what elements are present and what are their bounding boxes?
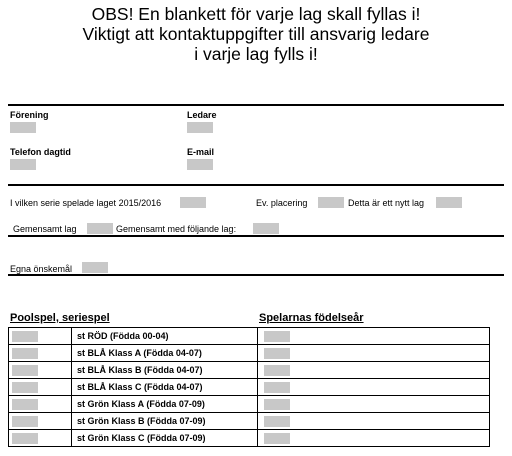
email-field[interactable] [187,159,213,170]
serie-field[interactable] [180,197,206,208]
birthyear-field[interactable] [264,433,290,444]
placering-field[interactable] [318,197,344,208]
count-field[interactable] [12,331,38,342]
fodelsear-heading: Spelarnas födelseår [259,312,364,324]
table-row [9,396,490,413]
serie-label: I vilken serie spelade laget 2015/2016 [10,198,162,208]
table-row [9,413,490,430]
birthyear-field[interactable] [264,399,290,410]
telefon-field[interactable] [10,159,36,170]
ledare-field[interactable] [187,122,213,133]
gemensamt-lag-field[interactable] [87,223,113,234]
count-field[interactable] [12,399,38,410]
birthyear-field[interactable] [264,365,290,376]
email-label: E-mail [187,147,215,157]
ledare-label: Ledare [187,110,217,120]
telefon-label: Telefon dagtid [10,147,71,157]
placering-label: Ev. placering [256,198,308,208]
class-label: st Grön Klass C (Födda 07-09) [72,430,258,447]
birthyear-field[interactable] [264,331,290,342]
gemensamt-lag-label: Gemensamt lag [13,224,77,234]
birthyear-field[interactable] [264,382,290,393]
heading-line-1: OBS! En blankett för varje lag skall fyllas i! [91,4,421,24]
poolspel-heading: Poolspel, seriespel [10,312,110,324]
divider-contact [8,184,504,186]
class-label: st BLÅ Klass C (Födda 04-07) [72,379,258,396]
gemensamt-med-field[interactable] [253,223,279,234]
forening-field[interactable] [10,122,36,133]
class-label: st BLÅ Klass A (Födda 04-07) [72,345,258,362]
class-label: st RÖD (Födda 00-04) [72,328,258,345]
count-field[interactable] [12,416,38,427]
table-row [9,430,490,447]
table-row [9,345,490,362]
classes-table [8,327,490,447]
class-label: st BLÅ Klass B (Födda 04-07) [72,362,258,379]
birthyear-field[interactable] [264,348,290,359]
onskemal-label: Egna önskemål [10,264,73,274]
count-field[interactable] [12,433,38,444]
table-row [9,362,490,379]
form-heading [0,4,512,64]
count-field[interactable] [12,382,38,393]
heading-line-2: Viktigt att kontaktuppgifter till ansvarig ledare [82,24,430,44]
table-row [9,328,490,345]
nytt-lag-label: Detta är ett nytt lag [348,198,425,208]
class-label: st Grön Klass A (Födda 07-09) [72,396,258,413]
divider-wishes [8,274,504,276]
table-row [9,379,490,396]
birthyear-field[interactable] [264,416,290,427]
count-field[interactable] [12,348,38,359]
divider-top [8,104,504,106]
forening-label: Förening [10,110,49,120]
count-field[interactable] [12,365,38,376]
heading-line-3: i varje lag fylls i! [194,44,318,64]
nytt-lag-field[interactable] [436,197,462,208]
onskemal-field[interactable] [82,262,108,273]
class-label: st Grön Klass B (Födda 07-09) [72,413,258,430]
divider-series [8,235,504,237]
gemensamt-med-label: Gemensamt med följande lag: [116,224,237,234]
